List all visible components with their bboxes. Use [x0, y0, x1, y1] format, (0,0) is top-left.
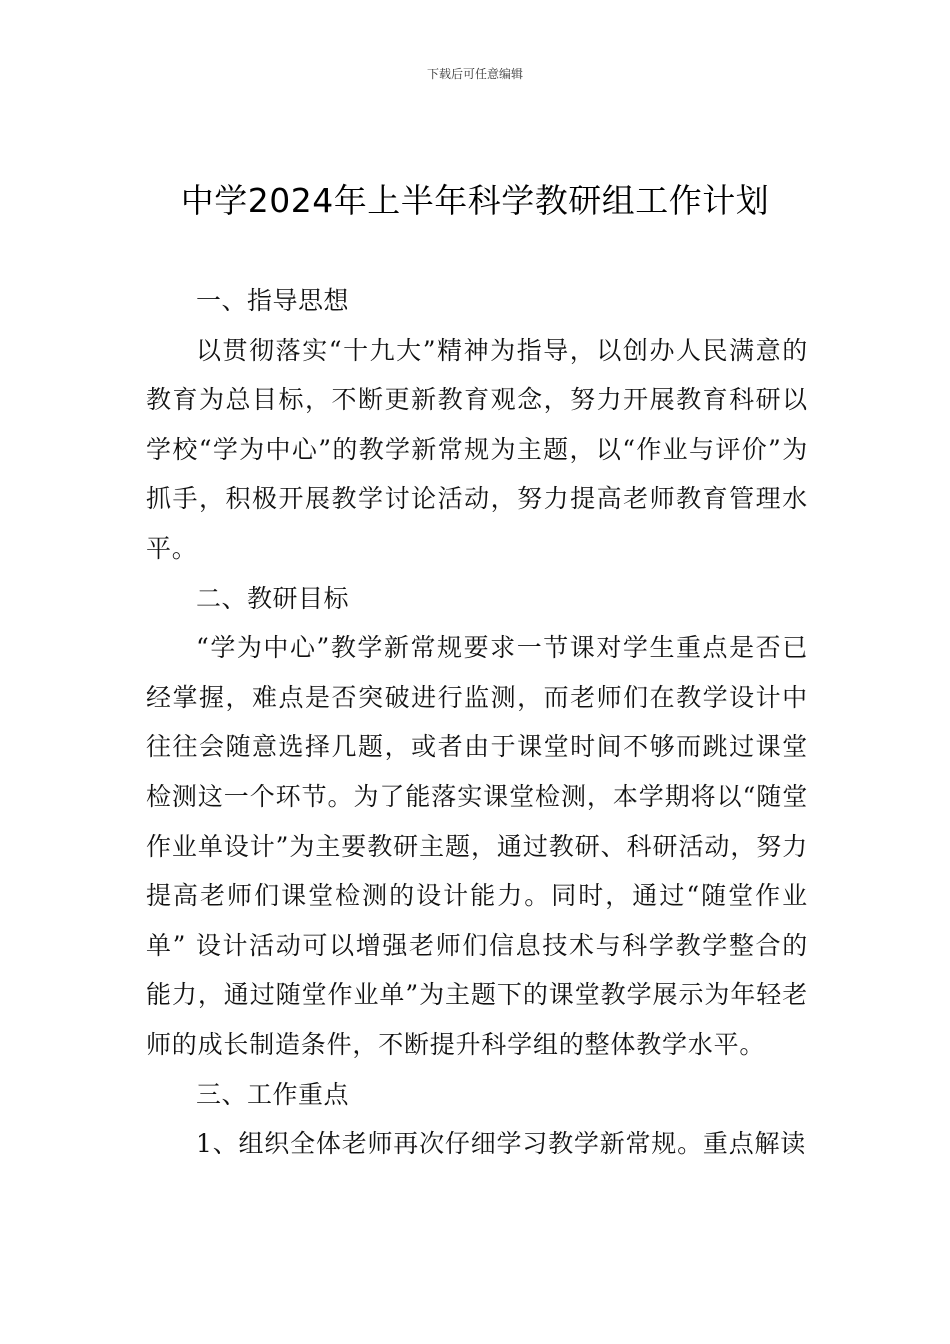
paragraph-guiding-ideology: 以贯彻落实“十九大”精神为指导，以创办人民满意的教育为总目标，不断更新教育观念，努力开展教育科研以学校“学为中心”的教学新常规为主题，以“作业与评价”为抓手，积极开展教学讨论活动，努力提高老师教育管理水平。 — [146, 335, 808, 563]
page-header-note: 下载后可任意编辑 — [426, 67, 523, 81]
section-heading-work-focus: 三、工作重点 — [196, 1079, 350, 1109]
document-title: 中学2024年上半年科学教研组工作计划 — [180, 181, 770, 220]
section-heading-guiding-ideology: 一、指导思想 — [196, 286, 350, 315]
section-heading-research-goals: 二、教研目标 — [196, 583, 350, 613]
paragraph-work-focus-item-1: 1、组织全体老师再次仔细学习教学新常规。重点解读 — [196, 1129, 807, 1159]
paragraph-research-goals: “学为中心”教学新常规要求一节课对学生重点是否已经掌握，难点是否突破进行监测，而老师们在教学设计中往往会随意选择几题，或者由于课堂时间不够而跳过课堂检测这一个环节。为了能落实课堂检测，本学期将以“随堂作业单设计”为主要教研主题，通过教研、科研活动，努力提高老师们课堂检测的设计能力。同时，通过“随堂作业单” 设计活动可以增强老师们信息技术与科学教学整合的能力，通过随堂作业单”为主题下的课堂教学展示为年轻老师的成长制造条件，不断提升科学组的整体教学水平。 — [146, 633, 808, 1059]
document-body — [146, 276, 808, 1169]
